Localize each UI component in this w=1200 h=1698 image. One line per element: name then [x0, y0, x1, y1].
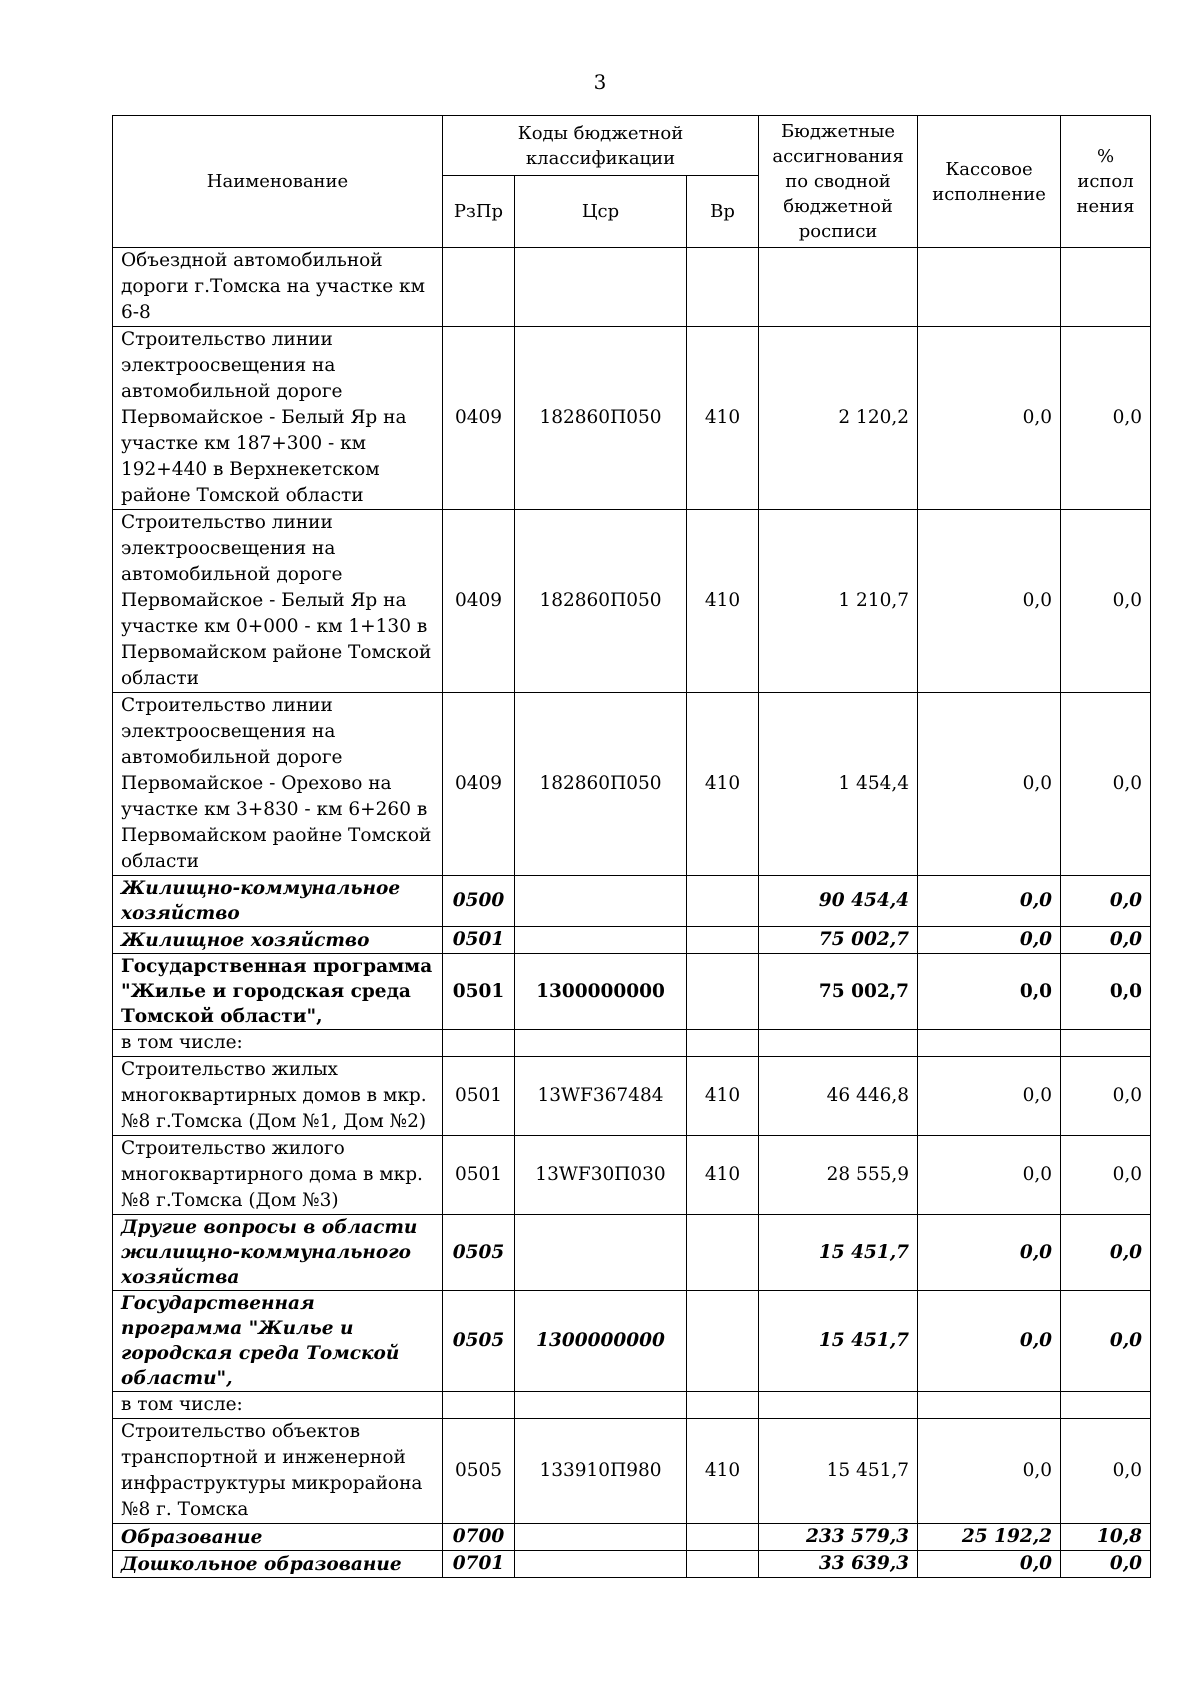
cell-assignments: 15 451,7 — [759, 1291, 918, 1392]
table-row — [113, 1136, 1151, 1215]
page-number: 3 — [593, 70, 607, 94]
cell-vr — [687, 1551, 759, 1578]
header-name: Наименование — [113, 116, 443, 248]
table-header — [113, 116, 1151, 248]
cell-rzpr — [443, 1392, 515, 1419]
cell-name: Образование — [113, 1524, 443, 1551]
cell-vr: 410 — [687, 1057, 759, 1136]
cell-vr — [687, 876, 759, 927]
cell-name: Дошкольное образование — [113, 1551, 443, 1578]
cell-name: Другие вопросы в области жилищно-коммунального хозяйства — [113, 1215, 443, 1291]
cell-assignments: 46 446,8 — [759, 1057, 918, 1136]
cell-percent: 0,0 — [1061, 1136, 1151, 1215]
table-row — [113, 248, 1151, 327]
cell-rzpr: 0501 — [443, 1136, 515, 1215]
table-row — [113, 1291, 1151, 1392]
cell-name: Государственная программа "Жилье и городская среда Томской области", — [113, 954, 443, 1030]
header-csr: Цср — [515, 176, 687, 248]
table-row — [113, 1419, 1151, 1524]
cell-cash: 0,0 — [918, 876, 1061, 927]
cell-percent — [1061, 1030, 1151, 1057]
cell-assignments: 15 451,7 — [759, 1419, 918, 1524]
cell-vr: 410 — [687, 693, 759, 876]
cell-vr — [687, 1291, 759, 1392]
table-row — [113, 1057, 1151, 1136]
cell-name: в том числе: — [113, 1030, 443, 1057]
cell-percent: 0,0 — [1061, 876, 1151, 927]
cell-cash: 0,0 — [918, 1136, 1061, 1215]
table-row — [113, 1392, 1151, 1419]
cell-assignments: 1 454,4 — [759, 693, 918, 876]
cell-vr — [687, 1215, 759, 1291]
cell-name: Жилищное хозяйство — [113, 927, 443, 954]
cell-name: Строительство линии электроосвещения на автомобильной дороге Первомайское - Белый Яр на участке км 0+000 - км 1+130 в Первомайском районе Томской области — [113, 510, 443, 693]
cell-vr — [687, 248, 759, 327]
cell-name: Жилищно-коммунальное хозяйство — [113, 876, 443, 927]
cell-vr: 410 — [687, 510, 759, 693]
cell-name: в том числе: — [113, 1392, 443, 1419]
cell-cash — [918, 1392, 1061, 1419]
cell-percent: 0,0 — [1061, 693, 1151, 876]
header-vr: Вр — [687, 176, 759, 248]
table-row — [113, 1524, 1151, 1551]
cell-vr — [687, 1524, 759, 1551]
cell-assignments: 75 002,7 — [759, 954, 918, 1030]
cell-name: Строительство жилого многоквартирного дома в мкр.№8 г.Томска (Дом №3) — [113, 1136, 443, 1215]
cell-cash: 0,0 — [918, 1215, 1061, 1291]
cell-name: Строительство объектов транспортной и инженерной инфраструктуры микрорайона №8 г. Томска — [113, 1419, 443, 1524]
cell-vr: 410 — [687, 1136, 759, 1215]
cell-vr — [687, 954, 759, 1030]
cell-percent: 0,0 — [1061, 1291, 1151, 1392]
cell-csr — [515, 1030, 687, 1057]
cell-csr: 13WF367484 — [515, 1057, 687, 1136]
cell-assignments: 28 555,9 — [759, 1136, 918, 1215]
cell-percent: 0,0 — [1061, 927, 1151, 954]
cell-percent: 10,8 — [1061, 1524, 1151, 1551]
cell-csr: 182860П050 — [515, 510, 687, 693]
cell-csr — [515, 927, 687, 954]
cell-cash: 0,0 — [918, 1419, 1061, 1524]
cell-cash — [918, 248, 1061, 327]
cell-percent: 0,0 — [1061, 1419, 1151, 1524]
cell-csr — [515, 1551, 687, 1578]
cell-rzpr — [443, 1030, 515, 1057]
cell-assignments: 233 579,3 — [759, 1524, 918, 1551]
table-row — [113, 927, 1151, 954]
cell-rzpr: 0505 — [443, 1291, 515, 1392]
cell-percent: 0,0 — [1061, 510, 1151, 693]
cell-cash: 25 192,2 — [918, 1524, 1061, 1551]
cell-assignments: 2 120,2 — [759, 327, 918, 510]
cell-cash: 0,0 — [918, 327, 1061, 510]
table-row — [113, 954, 1151, 1030]
cell-vr: 410 — [687, 327, 759, 510]
cell-csr — [515, 1392, 687, 1419]
cell-csr: 1300000000 — [515, 1291, 687, 1392]
cell-cash: 0,0 — [918, 1291, 1061, 1392]
cell-vr — [687, 1030, 759, 1057]
header-cash: Кассовое исполнение — [918, 116, 1061, 248]
cell-vr — [687, 1392, 759, 1419]
cell-percent — [1061, 1392, 1151, 1419]
cell-csr — [515, 1215, 687, 1291]
table-row — [113, 876, 1151, 927]
cell-percent: 0,0 — [1061, 1551, 1151, 1578]
table-row — [113, 1030, 1151, 1057]
cell-rzpr: 0500 — [443, 876, 515, 927]
table-row — [113, 693, 1151, 876]
cell-cash: 0,0 — [918, 954, 1061, 1030]
cell-assignments — [759, 248, 918, 327]
table-body — [113, 248, 1151, 1578]
cell-percent: 0,0 — [1061, 954, 1151, 1030]
cell-rzpr: 0409 — [443, 510, 515, 693]
cell-name: Объездной автомобильной дороги г.Томска на участке км 6-8 — [113, 248, 443, 327]
header-rzpr: РзПр — [443, 176, 515, 248]
cell-cash: 0,0 — [918, 693, 1061, 876]
cell-csr: 13WF30П030 — [515, 1136, 687, 1215]
cell-rzpr: 0701 — [443, 1551, 515, 1578]
cell-rzpr: 0501 — [443, 954, 515, 1030]
cell-csr: 133910П980 — [515, 1419, 687, 1524]
table-row — [113, 327, 1151, 510]
cell-rzpr: 0409 — [443, 327, 515, 510]
cell-vr: 410 — [687, 1419, 759, 1524]
table-row — [113, 510, 1151, 693]
cell-percent: 0,0 — [1061, 327, 1151, 510]
cell-percent — [1061, 248, 1151, 327]
header-percent: % испол нения — [1061, 116, 1151, 248]
cell-assignments: 33 639,3 — [759, 1551, 918, 1578]
cell-csr — [515, 248, 687, 327]
cell-csr — [515, 1524, 687, 1551]
table-row — [113, 1551, 1151, 1578]
cell-csr: 182860П050 — [515, 693, 687, 876]
cell-assignments: 75 002,7 — [759, 927, 918, 954]
cell-cash: 0,0 — [918, 1057, 1061, 1136]
cell-csr: 182860П050 — [515, 327, 687, 510]
header-codes: Коды бюджетной классификации — [443, 116, 759, 176]
cell-assignments: 15 451,7 — [759, 1215, 918, 1291]
cell-name: Строительство линии электроосвещения на автомобильной дороге Первомайское - Белый Яр на участке км 187+300 - км 192+440 в Верхнекетском районе Томской области — [113, 327, 443, 510]
cell-rzpr — [443, 248, 515, 327]
cell-cash — [918, 1030, 1061, 1057]
cell-percent: 0,0 — [1061, 1057, 1151, 1136]
cell-name: Строительство линии электроосвещения на автомобильной дороге Первомайское - Орехово на участке км 3+830 - км 6+260 в Первомайском раойне Томской области — [113, 693, 443, 876]
cell-percent: 0,0 — [1061, 1215, 1151, 1291]
cell-assignments — [759, 1392, 918, 1419]
cell-rzpr: 0505 — [443, 1419, 515, 1524]
cell-rzpr: 0700 — [443, 1524, 515, 1551]
cell-name: Государственная программа "Жилье и городская среда Томской области", — [113, 1291, 443, 1392]
cell-cash: 0,0 — [918, 1551, 1061, 1578]
table-row — [113, 1215, 1151, 1291]
cell-assignments: 90 454,4 — [759, 876, 918, 927]
cell-rzpr: 0501 — [443, 1057, 515, 1136]
cell-rzpr: 0501 — [443, 927, 515, 954]
cell-name: Строительство жилых многоквартирных домов в мкр.№8 г.Томска (Дом №1, Дом №2) — [113, 1057, 443, 1136]
cell-vr — [687, 927, 759, 954]
cell-cash: 0,0 — [918, 510, 1061, 693]
cell-csr — [515, 876, 687, 927]
budget-table — [112, 115, 1151, 1578]
cell-assignments — [759, 1030, 918, 1057]
cell-rzpr: 0409 — [443, 693, 515, 876]
cell-assignments: 1 210,7 — [759, 510, 918, 693]
cell-rzpr: 0505 — [443, 1215, 515, 1291]
cell-cash: 0,0 — [918, 927, 1061, 954]
cell-csr: 1300000000 — [515, 954, 687, 1030]
header-assignments: Бюджетные ассигнования по сводной бюджетной росписи — [759, 116, 918, 248]
